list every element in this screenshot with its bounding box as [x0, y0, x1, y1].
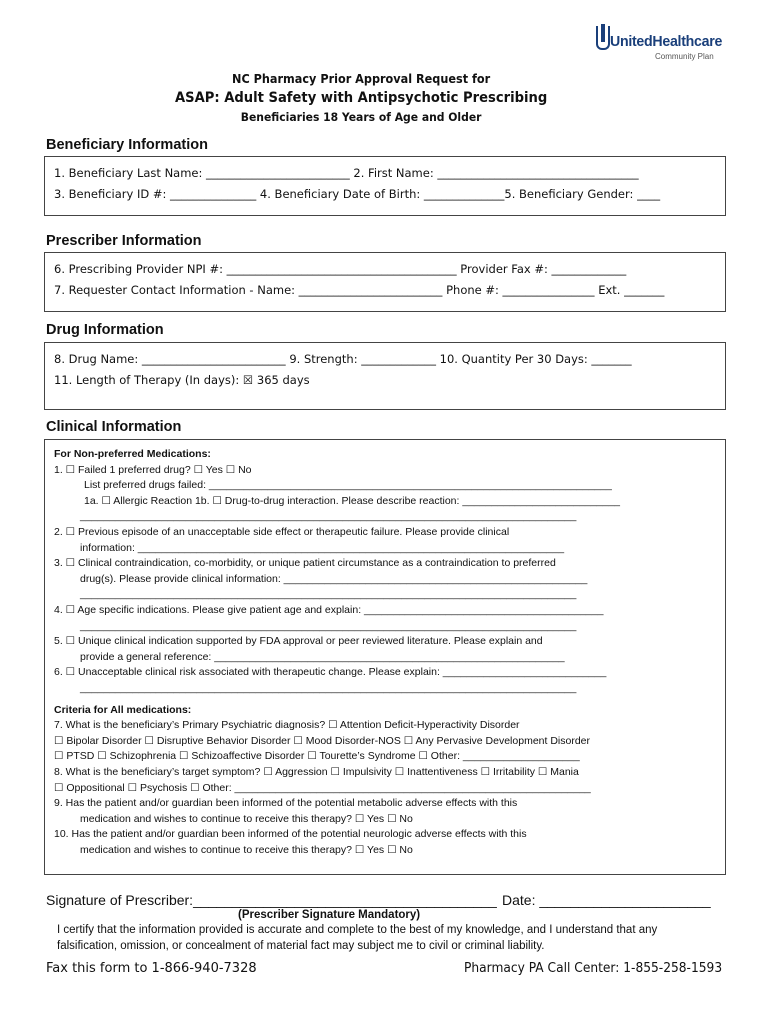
- pa-call-center: Pharmacy PA Call Center: 1-855-258-1593: [464, 961, 723, 976]
- logo-name: UnitedHealthcare: [610, 33, 723, 50]
- prescriber-signature-field[interactable]: Signature of Prescriber:_______________________________________: [46, 892, 497, 908]
- clinical-line[interactable]: _____________________________________________________________________________________: [80, 510, 577, 523]
- clinical-line[interactable]: List preferred drugs failed: _____________________________________________________________________: [84, 479, 612, 492]
- clinical-line[interactable]: 7. What is the beneficiary’s Primary Psychiatric diagnosis? ☐ Attention Deficit-Hyperactivity Disorder: [54, 719, 520, 732]
- logo-bar-icon: [601, 24, 605, 42]
- clinical-line[interactable]: medication and wishes to continue to receive this therapy? ☐ Yes ☐ No: [80, 812, 413, 825]
- beneficiary-row-2[interactable]: 3. Beneficiary ID #: _______________ 4. Beneficiary Date of Birth: ______________5. Beneficiary Gender: ____: [54, 187, 661, 201]
- clinical-line[interactable]: _____________________________________________________________________________________: [80, 682, 577, 694]
- clinical-line[interactable]: medication and wishes to continue to receive this therapy? ☐ Yes ☐ No: [80, 844, 413, 856]
- clinical-line[interactable]: drug(s). Please provide clinical information: ____________________________________________________: [80, 572, 588, 585]
- clinical-line[interactable]: 6. ☐ Unacceptable clinical risk associated with therapeutic change. Please explain: ____________________________: [54, 666, 607, 679]
- prescriber-box: [44, 252, 726, 312]
- section-title-drug: Drug Information: [46, 322, 164, 338]
- clinical-subheading: For Non-preferred Medications:: [54, 448, 211, 460]
- clinical-line[interactable]: _____________________________________________________________________________________: [80, 588, 577, 601]
- beneficiary-row-1[interactable]: 1. Beneficiary Last Name: _________________________ 2. First Name: ___________________________________: [54, 166, 639, 180]
- logo-subtitle: Community Plan: [655, 52, 714, 61]
- prescriber-row-1[interactable]: 6. Prescribing Provider NPI #: ________________________________________ Provider Fax #: _____________: [54, 262, 627, 276]
- clinical-line[interactable]: 1a. ☐ Allergic Reaction 1b. ☐ Drug-to-drug interaction. Please describe reaction: ___________________________: [84, 494, 621, 507]
- form-title-line3: Beneficiaries 18 Years of Age and Older: [240, 110, 482, 124]
- clinical-line[interactable]: 10. Has the patient and/or guardian been informed of the potential neurologic adverse effects with this: [54, 828, 527, 841]
- section-title-beneficiary: Beneficiary Information: [46, 137, 208, 153]
- clinical-line[interactable]: _____________________________________________________________________________________: [80, 619, 577, 632]
- prescriber-row-2[interactable]: 7. Requester Contact Information - Name: _________________________ Phone #: ________________ Ext. _______: [54, 283, 665, 297]
- fax-number: Fax this form to 1-866-940-7328: [46, 961, 257, 976]
- clinical-line[interactable]: 8. What is the beneficiary’s target symptom? ☐ Aggression ☐ Impulsivity ☐ Inattentiveness ☐ Irritability ☐ Mania: [54, 766, 579, 778]
- clinical-line[interactable]: 3. ☐ Clinical contraindication, co-morbidity, or unique patient circumstance as a contraindication to preferred: [54, 557, 556, 570]
- form-title-line2: ASAP: Adult Safety with Antipsychotic Prescribing: [174, 90, 548, 106]
- section-title-clinical: Clinical Information: [46, 419, 182, 435]
- signature-mandatory-note: (Prescriber Signature Mandatory): [238, 909, 421, 921]
- clinical-line[interactable]: ☐ PTSD ☐ Schizophrenia ☐ Schizoaffective Disorder ☐ Tourette’s Syndrome ☐ Other: ____________________: [54, 750, 580, 763]
- certify-text-2: falsification, omission, or concealment of material fact may subject me to civil or criminal liability.: [57, 940, 545, 952]
- clinical-line[interactable]: ☐ Oppositional ☐ Psychosis ☐ Other: _____________________________________________________________: [54, 781, 591, 794]
- certify-text-1: I certify that the information provided is accurate and complete to the best of my knowledge, and I understand that any: [57, 924, 658, 936]
- clinical-line[interactable]: 1. ☐ Failed 1 preferred drug? ☐ Yes ☐ No: [54, 463, 252, 476]
- clinical-line[interactable]: 5. ☐ Unique clinical indication supported by FDA approval or peer reviewed literature. Please explain and: [54, 635, 543, 648]
- form-title-line1: NC Pharmacy Prior Approval Request for: [232, 72, 491, 86]
- signature-date-field[interactable]: Date: ______________________: [502, 892, 711, 908]
- clinical-line[interactable]: information: _________________________________________________________________________: [80, 541, 565, 554]
- clinical-line[interactable]: provide a general reference: ____________________________________________________________: [80, 650, 565, 663]
- clinical-subheading: Criteria for All medications:: [54, 703, 192, 716]
- drug-row-2[interactable]: 11. Length of Therapy (In days): ☒ 365 days: [54, 373, 310, 387]
- beneficiary-box: [44, 156, 726, 216]
- clinical-line[interactable]: 4. ☐ Age specific indications. Please give patient age and explain: _________________________________________: [54, 604, 604, 616]
- clinical-line[interactable]: 2. ☐ Previous episode of an unacceptable side effect or therapeutic failure. Please provide clinical: [54, 526, 510, 538]
- drug-row-1[interactable]: 8. Drug Name: _________________________ 9. Strength: _____________ 10. Quantity Per 30 Days: _______: [54, 352, 632, 366]
- clinical-line[interactable]: ☐ Bipolar Disorder ☐ Disruptive Behavior Disorder ☐ Mood Disorder-NOS ☐ Any Pervasive Development Disorder: [54, 734, 591, 747]
- clinical-line[interactable]: 9. Has the patient and/or guardian been informed of the potential metabolic adverse effects with this: [54, 797, 518, 810]
- section-title-prescriber: Prescriber Information: [46, 233, 202, 249]
